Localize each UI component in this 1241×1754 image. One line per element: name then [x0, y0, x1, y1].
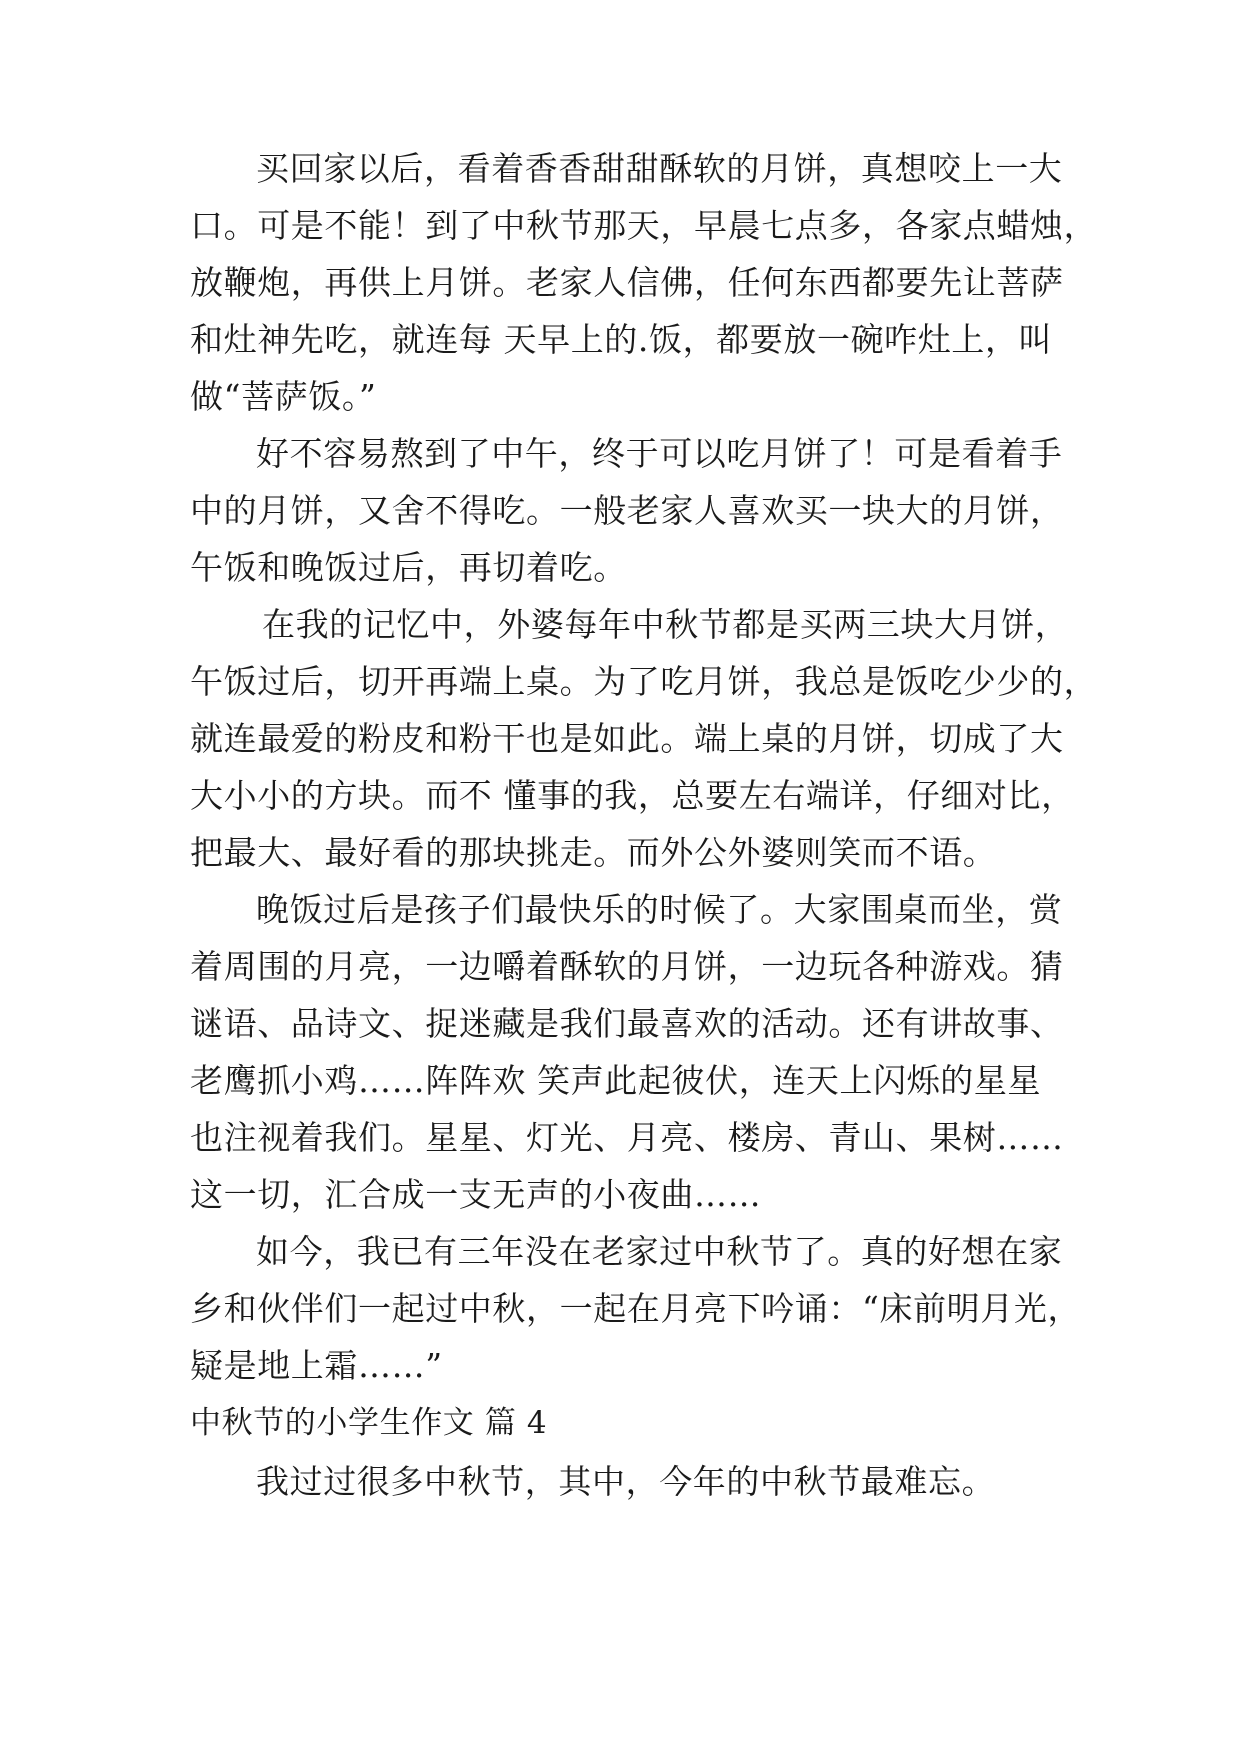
paragraph-line: 午饭和晚饭过后，再切着吃。 [190, 548, 627, 587]
paragraph-line: 买回家以后，看着香香甜甜酥软的月饼，真想咬上一大 [256, 149, 1063, 188]
paragraph-line: 乡和伙伴们一起过中秋，一起在月亮下吟诵：“床前明月光， [190, 1289, 1082, 1328]
paragraph-line: 中的月饼，又舍不得吃。一般老家人喜欢买一块大的月饼， [190, 491, 1064, 530]
paragraph-line: 放鞭炮，再供上月饼。老家人信佛，任何东西都要先让菩萨 [190, 263, 1064, 302]
paragraph-line: 如今，我已有三年没在老家过中秋节了。真的好想在家 [256, 1232, 1063, 1271]
paragraph-line: 老鹰抓小鸡……阵阵欢 笑声此起彼伏，连天上闪烁的星星 [190, 1061, 1042, 1100]
paragraph-line: 在我的记忆中，外婆每年中秋节都是买两三块大月饼， [262, 605, 1069, 644]
paragraph-line: 口。可是不能！到了中秋节那天，早晨七点多，各家点蜡烛， [190, 206, 1098, 245]
paragraph-line: 晚饭过后是孩子们最快乐的时候了。大家围桌而坐，赏 [256, 890, 1063, 929]
paragraph-line: 我过过很多中秋节，其中，今年的中秋节最难忘。 [256, 1462, 996, 1501]
paragraph-line: 就连最爱的粉皮和粉干也是如此。端上桌的月饼，切成了大 [190, 719, 1064, 758]
paragraph-line: 把最大、最好看的那块挑走。而外公外婆则笑而不语。 [190, 833, 997, 872]
section-heading: 中秋节的小学生作文 篇 4 [190, 1405, 548, 1441]
paragraph-line: 午饭过后，切开再端上桌。为了吃月饼，我总是饭吃少少的， [190, 662, 1098, 701]
paragraph-line: 和灶神先吃，就连每 天早上的.饭，都要放一碗咋灶上，叫 [190, 320, 1053, 359]
paragraph-line: 做“菩萨饭。” [190, 377, 377, 416]
paragraph-line: 谜语、品诗文、捉迷藏是我们最喜欢的活动。还有讲故事、 [190, 1004, 1064, 1043]
paragraph-line: 着周围的月亮，一边嚼着酥软的月饼，一边玩各种游戏。猜 [190, 947, 1064, 986]
paragraph-line: 这一切，汇合成一支无声的小夜曲…… [190, 1175, 762, 1214]
paragraph-line: 大小小的方块。而不 懂事的我，总要左右端详，仔细对比， [190, 776, 1075, 815]
paragraph-line: 好不容易熬到了中午，终于可以吃月饼了！可是看着手 [256, 434, 1063, 473]
paragraph-line: 也注视着我们。星星、灯光、月亮、楼房、青山、果树…… [190, 1118, 1064, 1157]
paragraph-line: 疑是地上霜……” [190, 1346, 443, 1385]
